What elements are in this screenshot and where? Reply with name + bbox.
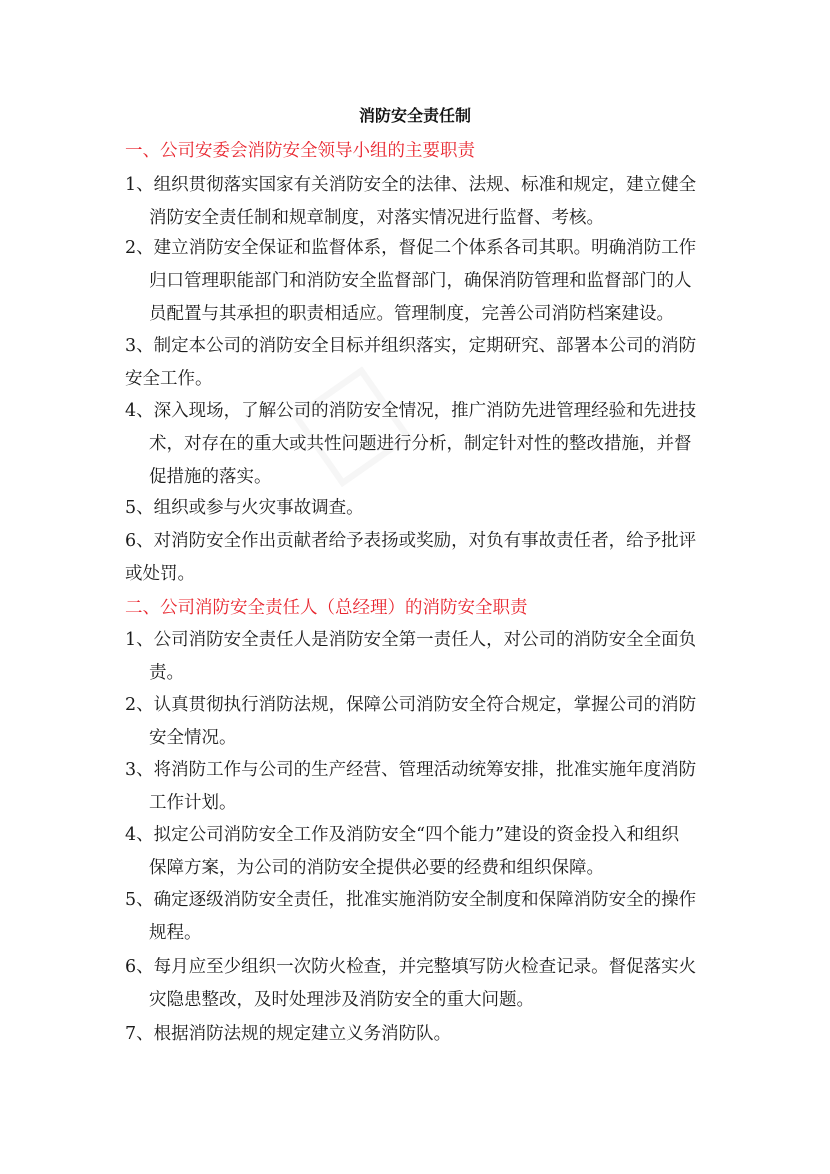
item-line: 工作计划。 — [149, 793, 237, 813]
item-line: 2、认真贯彻执行消防法规，保障公司消防安全符合规定，掌握公司的消防 — [125, 695, 697, 715]
item-line: 4、拟定公司消防安全工作及消防安全“四个能力”建设的资金投入和组织 — [125, 825, 680, 845]
list-item — [125, 525, 710, 591]
item-line: 6、每月应至少组织一次防火检查，并完整填写防火检查记录。督促落实火 — [125, 957, 697, 977]
item-line: 5、确定逐级消防安全责任，批准实施消防安全制度和保障消防安全的操作 — [125, 890, 697, 910]
list-item — [125, 169, 710, 235]
item-line: 规程。 — [149, 923, 202, 943]
item-line: 3、制定本公司的消防安全目标并组织落实，定期研究、部署本公司的消防 — [125, 336, 697, 356]
list-item — [125, 951, 710, 1017]
item-line: 1、公司消防安全责任人是消防安全第一责任人，对公司的消防安全全面负 — [125, 630, 697, 650]
item-line: 2、建立消防安全保证和监督体系，督促二个体系各司其职。明确消防工作 — [125, 238, 697, 258]
list-item — [125, 689, 710, 755]
item-line: 归口管理职能部门和消防安全监督部门，确保消防管理和监督部门的人 — [149, 271, 692, 291]
list-item — [125, 232, 710, 331]
item-line: 3、将消防工作与公司的生产经营、管理活动统筹安排，批准实施年度消防 — [125, 760, 697, 780]
item-line: 保障方案，为公司的消防安全提供必要的经费和组织保障。 — [149, 858, 604, 878]
item-line: 1、组织贯彻落实国家有关消防安全的法律、法规、标准和规定，建立健全 — [125, 175, 697, 195]
item-line: 4、深入现场，了解公司的消防安全情况，推广消防先进管理经验和先进技 — [125, 401, 697, 421]
item-line: 灾隐患整改，及时处理涉及消防安全的重大问题。 — [149, 990, 534, 1010]
item-line: 员配置与其承担的职责相适应。管理制度，完善公司消防档案建设。 — [149, 304, 674, 324]
item-line: 5、组织或参与火灾事故调查。 — [125, 498, 364, 518]
list-item — [125, 395, 710, 494]
list-item — [125, 754, 710, 820]
item-line: 消防安全责任制和规章制度，对落实情况进行监督、考核。 — [149, 208, 604, 228]
section-heading-2: 二、公司消防安全责任人（总经理）的消防安全职责 — [125, 598, 528, 618]
item-line: 促措施的落实。 — [149, 467, 272, 487]
list-item — [125, 819, 710, 885]
list-item — [125, 1018, 710, 1051]
list-item — [125, 492, 710, 525]
item-line: 7、根据消防法规的规定建立义务消防队。 — [125, 1024, 452, 1044]
item-line: 责。 — [149, 663, 184, 683]
list-item — [125, 624, 710, 690]
item-line: 6、对消防安全作出贡献者给予表扬或奖励，对负有事故责任者，给予批评 — [125, 531, 697, 551]
item-line: 安全工作。 — [125, 369, 213, 389]
item-line: 安全情况。 — [149, 728, 237, 748]
document-title: 消防安全责任制 — [358, 106, 471, 125]
list-item — [125, 884, 710, 950]
item-line: 或处罚。 — [125, 564, 195, 584]
item-line: 术，对存在的重大或共性问题进行分析，制定针对性的整改措施，并督 — [149, 434, 692, 454]
section-heading-1: 一、公司安委会消防安全领导小组的主要职责 — [125, 141, 475, 161]
list-item — [125, 330, 710, 396]
